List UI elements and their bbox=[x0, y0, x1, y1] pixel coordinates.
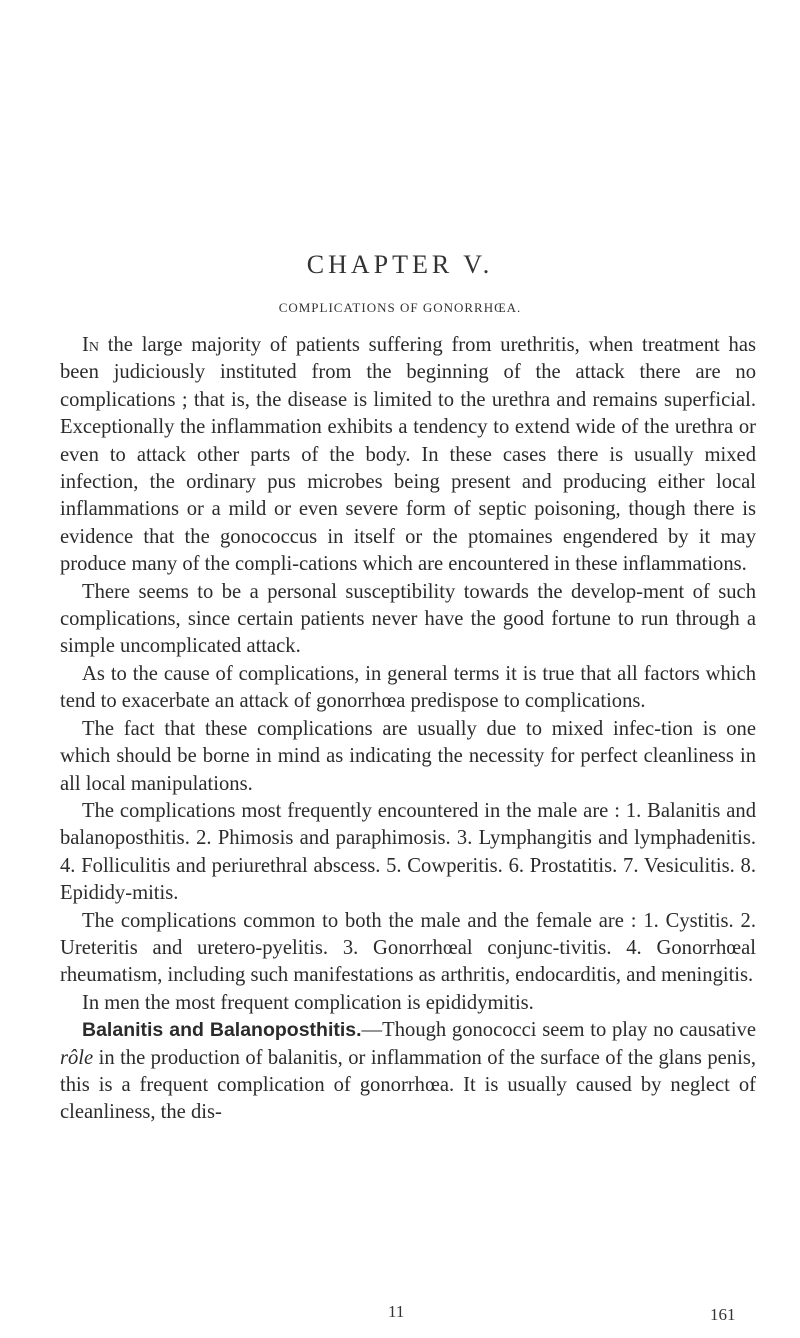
paragraph-mixed-infection: The fact that these complications are usually due to mixed infec-tion is one which should be borne in mind as indicating the necessity for perfect cleanliness in all local manipulations. bbox=[60, 717, 756, 795]
paragraph-intro bbox=[60, 332, 756, 579]
signature-mark: 11 bbox=[388, 1302, 405, 1321]
drop-word: In bbox=[82, 334, 99, 356]
paragraph-common-complications: The complications common to both the male and the female are : 1. Cystitis. 2. Ureteritis and uretero-pyelitis. 3. Gonorrhœal conjunc-tivitis. 4. Gonorrhœal rheumatism, including such manifestations as arthritis, endocarditis, and meningitis. bbox=[60, 909, 756, 987]
paragraph-balanitis bbox=[60, 1017, 756, 1127]
balanitis-heading: Balanitis and Balanoposthitis. bbox=[82, 1019, 362, 1042]
balanitis-text-a: —Though gonococci seem to play no causative bbox=[361, 1019, 756, 1042]
paragraph-susceptibility: There seems to be a personal susceptibility towards the develop-ment of such complications, since certain patients never have the good fortune to run through a simple uncomplicated attack. bbox=[60, 580, 756, 658]
paragraph-causes: As to the cause of complications, in general terms it is true that all factors which tend to exacerbate an attack of gonorrhœa predispose to complications. bbox=[60, 662, 756, 713]
paragraph-intro-text: the large majority of patients suffering from urethritis, when treatment has been judiciously instituted from the beginning of the attack there are no complications ; that is, the disease is limited to the urethra and remains superficial. Exceptionally the inflammation exhibits a tendency to extend wide of the urethra or even to attack other parts of the body. In these cases there is usually mixed infection, the ordinary pus microbes being present and producing either local inflammations or a mild or even severe form of septic poisoning, though there is evidence that the gonococcus in itself or the ptomaines engendered by it may produce many of the compli-cations which are encountered in these inflammations. bbox=[60, 334, 756, 576]
body-text bbox=[60, 332, 756, 1127]
paragraph-epididymitis: In men the most frequent complication is epididymitis. bbox=[82, 991, 534, 1014]
page-number: 161 bbox=[710, 1305, 736, 1324]
balanitis-text-b: in the production of balanitis, or inflammation of the surface of the glans penis, this is a frequent complication of gonorrhœa. It is usually caused by neglect of cleanliness, the dis- bbox=[60, 1046, 756, 1124]
section-title: COMPLICATIONS OF GONORRHŒA. bbox=[278, 300, 522, 315]
chapter-title: CHAPTER V. bbox=[306, 250, 494, 279]
paragraph-male-complications: The complications most frequently encountered in the male are : 1. Balanitis and balanoposthitis. 2. Phimosis and paraphimosis. 3. Lymphangitis and lymphadenitis. 4. Folliculitis and periurethral abscess. 5. Cowperitis. 6. Prostatitis. 7. Vesiculitis. 8. Epididy-mitis. bbox=[60, 799, 756, 905]
balanitis-italic: rôle bbox=[60, 1046, 94, 1069]
